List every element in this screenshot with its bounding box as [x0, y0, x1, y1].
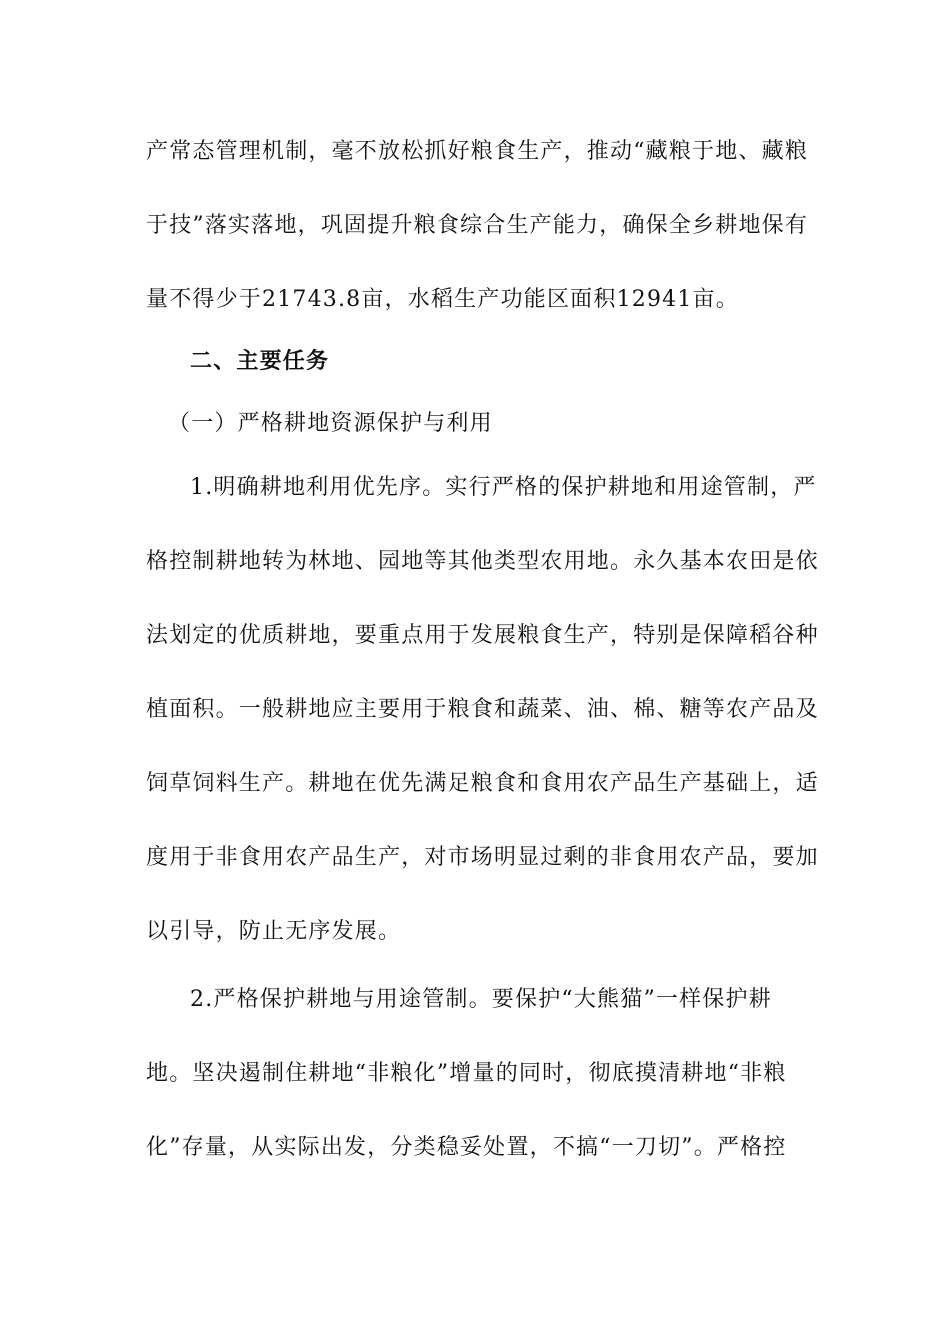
paragraph-line: 法划定的优质耕地，要重点用于发展粮食生产，特别是保障稻谷种	[146, 623, 819, 648]
paragraph-line: 饲草饲料生产。耕地在优先满足粮食和食用农产品生产基础上，适	[146, 771, 819, 796]
paragraph-line: 地。坚决遏制住耕地“非粮化”增量的同时，彻底摸清耕地“非粮	[146, 1061, 787, 1086]
paragraph-line: 以引导，防止无序发展。	[146, 919, 402, 944]
paragraph-line: 化”存量，从实际出发，分类稳妥处置，不搞“一刀切”。严格控	[146, 1135, 787, 1160]
paragraph-line: 量不得少于21743.8亩，水稻生产功能区面积12941亩。	[146, 287, 739, 312]
paragraph-line: 2.严格保护耕地与用途管制。要保护“大熊猫”一样保护耕	[190, 987, 772, 1012]
paragraph-line: 度用于非食用农产品生产，对市场明显过剩的非食用农产品，要加	[146, 845, 819, 870]
paragraph-line: 格控制耕地转为林地、园地等其他类型农用地。永久基本农田是依	[146, 549, 819, 574]
section-heading: 二、主要任务	[190, 349, 330, 374]
paragraph-line: 1.明确耕地利用优先序。实行严格的保护耕地和用途管制，严	[190, 475, 817, 500]
paragraph-line: 植面积。一般耕地应主要用于粮食和蔬菜、油、棉、糖等农产品及	[146, 697, 819, 722]
paragraph-line: 于技”落实落地，巩固提升粮食综合生产能力，确保全乡耕地保有	[146, 213, 809, 238]
paragraph-line: 产常态管理机制，毫不放松抓好粮食生产，推动“藏粮于地、藏粮	[146, 139, 809, 164]
subsection-heading: （一）严格耕地资源保护与利用	[168, 411, 493, 436]
